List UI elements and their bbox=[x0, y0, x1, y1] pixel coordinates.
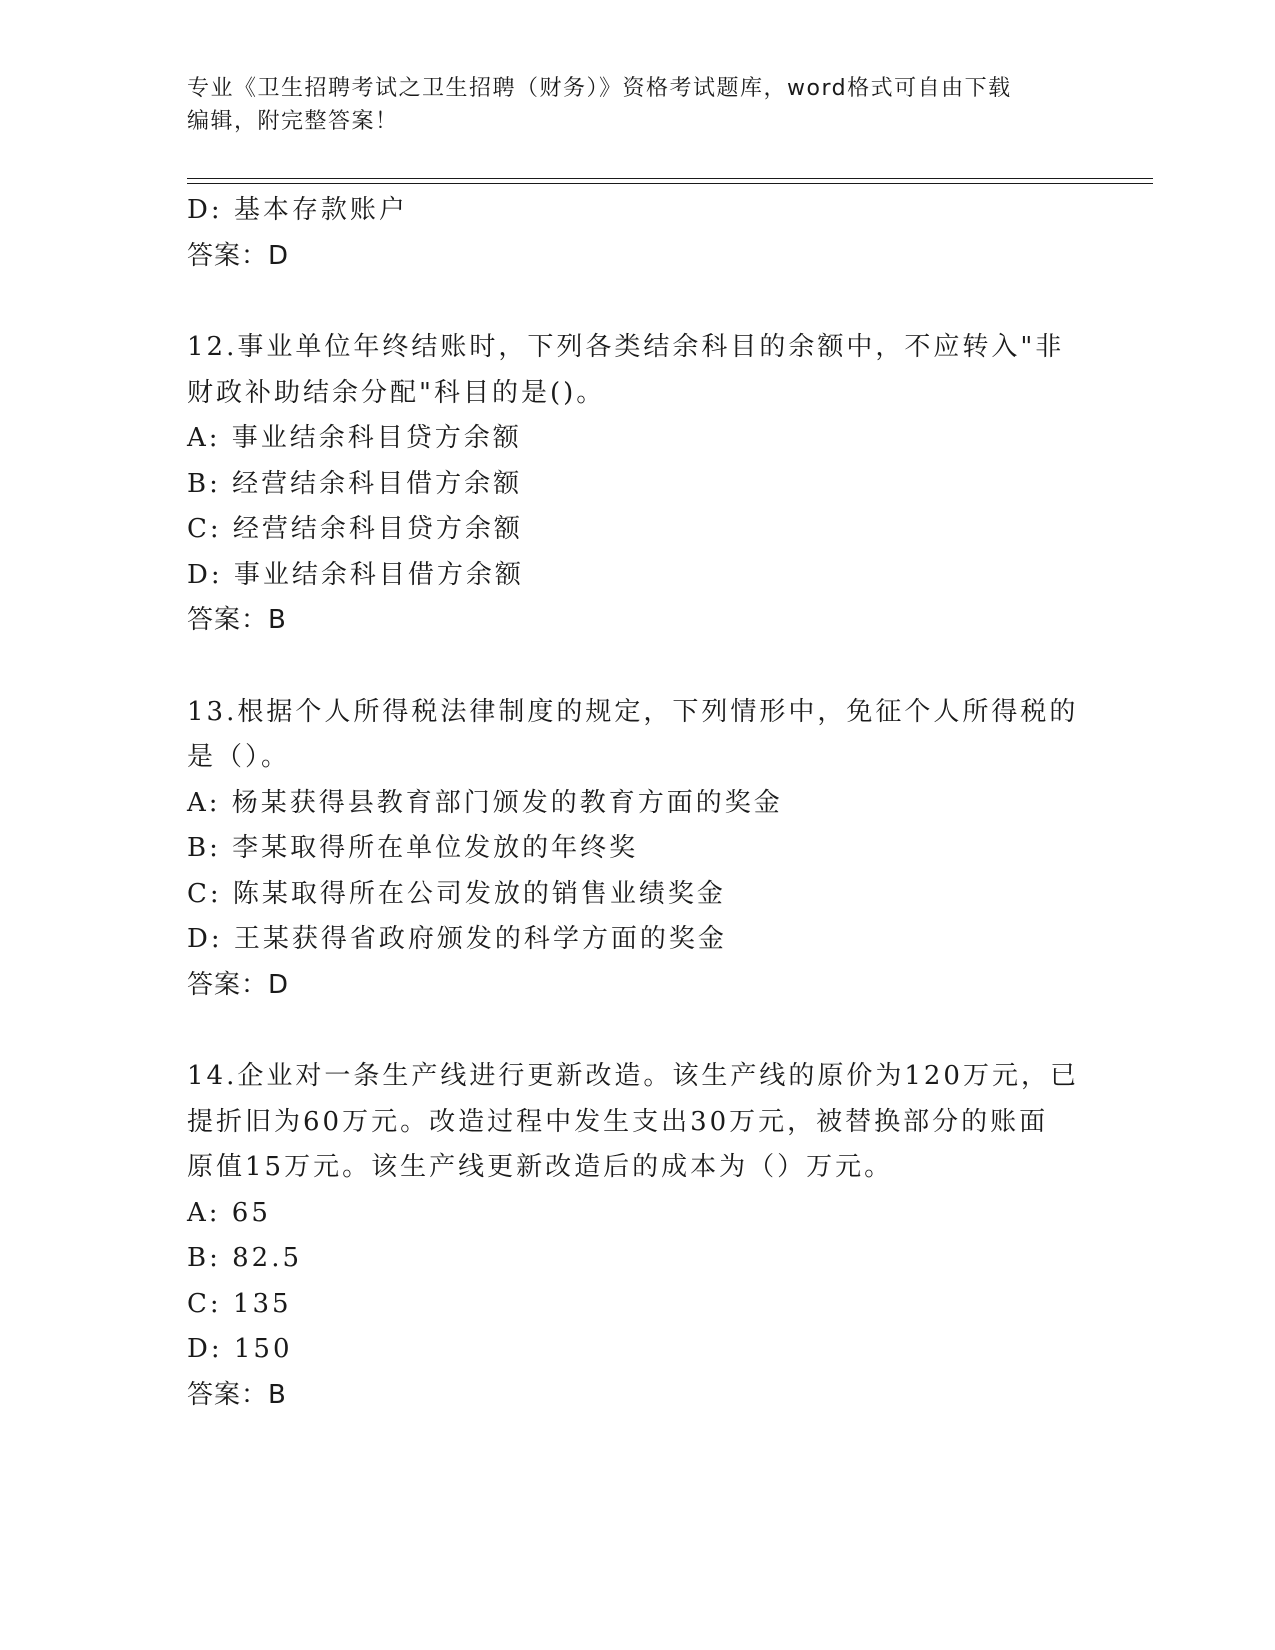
question-stem-line: 财政补助结余分配"科目的是()。 bbox=[187, 377, 606, 408]
option-d: D: 事业结余科目借方余额 bbox=[187, 559, 524, 590]
header-line-2: 编辑，附完整答案！ bbox=[187, 109, 399, 134]
answer-line: 答案：D bbox=[187, 969, 290, 1000]
option-c: C: 135 bbox=[187, 1288, 292, 1319]
answer-line: 答案：D bbox=[187, 240, 290, 271]
question-content bbox=[187, 188, 1087, 1418]
option-a: A: 事业结余科目贷方余额 bbox=[187, 423, 522, 453]
question-stem-line: 是（）。 bbox=[187, 742, 291, 772]
option-c: C: 陈某取得所在公司发放的销售业绩奖金 bbox=[187, 878, 726, 909]
question-14 bbox=[187, 1054, 1087, 1418]
question-stem-line: 14.企业对一条生产线进行更新改造。该生产线的原价为120万元，已 bbox=[187, 1061, 1079, 1091]
question-13 bbox=[187, 690, 1087, 1009]
answer-line: 答案：B bbox=[187, 605, 287, 635]
option-d: D: 王某获得省政府颁发的科学方面的奖金 bbox=[187, 924, 727, 954]
document-header bbox=[187, 72, 1087, 138]
header-line-1: 专业《卫生招聘考试之卫生招聘（财务）》资格考试题库，word格式可自由下载 bbox=[187, 76, 1012, 101]
question-stem-line: 12.事业单位年终结账时，下列各类结余科目的余额中，不应转入"非 bbox=[187, 332, 1065, 362]
question-stem-line: 原值15万元。该生产线更新改造后的成本为（）万元。 bbox=[187, 1152, 894, 1182]
question-12 bbox=[187, 325, 1087, 644]
option-b: B: 82.5 bbox=[187, 1243, 303, 1273]
header-divider-top bbox=[187, 178, 1153, 179]
spacer bbox=[187, 1008, 1087, 1054]
option-b: B: 经营结余科目借方余额 bbox=[187, 468, 523, 499]
option-d: D: 基本存款账户 bbox=[187, 195, 408, 225]
option-d: D: 150 bbox=[187, 1334, 293, 1364]
answer-line: 答案：B bbox=[187, 1379, 287, 1410]
question-stem-line: 提折旧为60万元。改造过程中发生支出30万元，被替换部分的账面 bbox=[187, 1106, 1049, 1137]
option-a: A: 杨某获得县教育部门颁发的教育方面的奖金 bbox=[187, 787, 783, 818]
header-divider-bottom bbox=[187, 183, 1153, 184]
spacer bbox=[187, 279, 1087, 325]
question-stem-line: 13.根据个人所得税法律制度的规定，下列情形中，免征个人所得税的 bbox=[187, 696, 1079, 727]
option-b: B: 李某取得所在单位发放的年终奖 bbox=[187, 833, 639, 863]
spacer bbox=[187, 644, 1087, 690]
option-c: C: 经营结余科目贷方余额 bbox=[187, 514, 523, 544]
option-a: A: 65 bbox=[187, 1197, 271, 1228]
